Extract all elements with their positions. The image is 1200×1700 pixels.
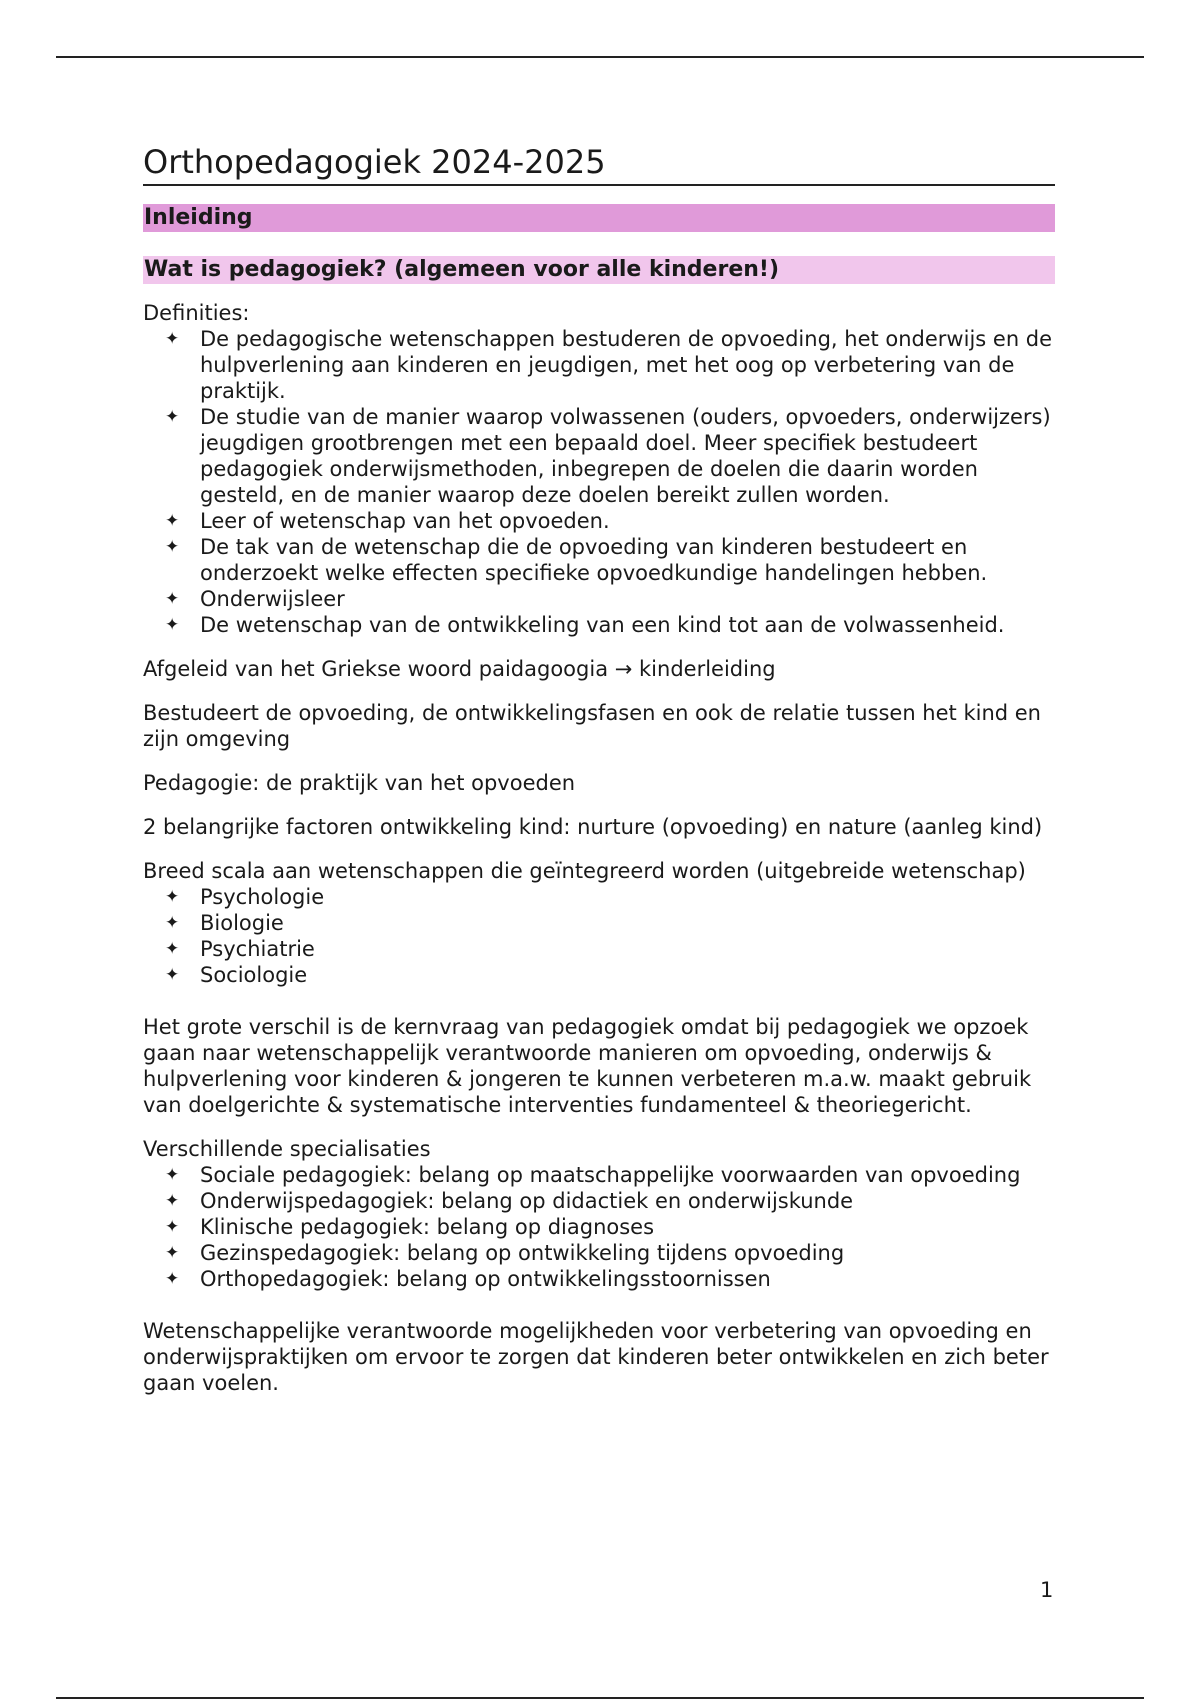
science-text: Sociologie xyxy=(200,963,308,987)
four-point-star-icon: ✦ xyxy=(165,407,180,427)
page-number: 1 xyxy=(1040,1578,1054,1602)
definition-text: De tak van de wetenschap die de opvoeding van kinderen bestudeert en onderzoekt welke effecten specifieke opvoedkundige handelingen hebben. xyxy=(200,535,988,585)
list-item xyxy=(143,1214,1055,1240)
list-item xyxy=(143,534,1055,586)
specialization-text: Gezinspedagogiek: belang op ontwikkeling tijdens opvoeding xyxy=(200,1241,845,1265)
page-bottom-rule xyxy=(56,1697,1144,1699)
list-item xyxy=(143,326,1055,404)
four-point-star-icon: ✦ xyxy=(165,913,180,933)
definition-text: Leer of wetenschap van het opvoeden. xyxy=(200,509,610,533)
derived-paragraph: Afgeleid van het Griekse woord paidagoogia → kinderleiding xyxy=(143,657,776,681)
specialization-text: Sociale pedagogiek: belang op maatschappelijke voorwaarden van opvoeding xyxy=(200,1163,1021,1187)
specialization-text: Orthopedagogiek: belang op ontwikkelingsstoornissen xyxy=(200,1267,771,1291)
list-item xyxy=(143,612,1055,638)
list-item xyxy=(143,936,1055,962)
definitions-label: Definities: xyxy=(143,301,250,325)
four-point-star-icon: ✦ xyxy=(165,537,180,557)
definition-text: De pedagogische wetenschappen bestuderen de opvoeding, het onderwijs en de hulpverlening aan kinderen en jeugdigen, met het oog op verbetering van de praktijk. xyxy=(200,327,1053,403)
science-text: Biologie xyxy=(200,911,284,935)
pedagogie-paragraph: Pedagogie: de praktijk van het opvoeden xyxy=(143,771,576,795)
four-point-star-icon: ✦ xyxy=(165,511,180,531)
page-top-rule xyxy=(56,56,1144,58)
section-heading: Inleiding xyxy=(143,204,1055,232)
page-content xyxy=(143,143,1055,1396)
four-point-star-icon: ✦ xyxy=(165,1165,180,1185)
science-text: Psychiatrie xyxy=(200,937,315,961)
list-item xyxy=(143,962,1055,988)
list-item xyxy=(143,404,1055,508)
broad-paragraph: Breed scala aan wetenschappen die geïntegreerd worden (uitgebreide wetenschap) xyxy=(143,859,1026,883)
document-title: Orthopedagogiek 2024-2025 xyxy=(143,143,1055,186)
list-item xyxy=(143,1188,1055,1214)
four-point-star-icon: ✦ xyxy=(165,939,180,959)
four-point-star-icon: ✦ xyxy=(165,1217,180,1237)
specializations-label: Verschillende specialisaties xyxy=(143,1137,431,1161)
list-item xyxy=(143,910,1055,936)
list-item xyxy=(143,1162,1055,1188)
definition-text: Onderwijsleer xyxy=(200,587,345,611)
list-item xyxy=(143,508,1055,534)
four-point-star-icon: ✦ xyxy=(165,1243,180,1263)
specialization-text: Klinische pedagogiek: belang op diagnoses xyxy=(200,1215,655,1239)
closing-paragraph: Wetenschappelijke verantwoorde mogelijkheden voor verbetering van opvoeding en onderwijspraktijken om ervoor te zorgen dat kinderen beter ontwikkelen en zich beter gaan voelen. xyxy=(143,1319,1049,1395)
list-item xyxy=(143,1266,1055,1292)
specializations-list xyxy=(143,1162,1055,1292)
list-item xyxy=(143,586,1055,612)
studies-paragraph: Bestudeert de opvoeding, de ontwikkelingsfasen en ook de relatie tussen het kind en zijn omgeving xyxy=(143,701,1041,751)
four-point-star-icon: ✦ xyxy=(165,589,180,609)
four-point-star-icon: ✦ xyxy=(165,615,180,635)
four-point-star-icon: ✦ xyxy=(165,1269,180,1289)
list-item xyxy=(143,1240,1055,1266)
subsection-heading: Wat is pedagogiek? (algemeen voor alle kinderen!) xyxy=(143,256,1055,284)
four-point-star-icon: ✦ xyxy=(165,1191,180,1211)
four-point-star-icon: ✦ xyxy=(165,965,180,985)
factors-paragraph: 2 belangrijke factoren ontwikkeling kind: nurture (opvoeding) en nature (aanleg kind) xyxy=(143,815,1043,839)
four-point-star-icon: ✦ xyxy=(165,887,180,907)
sciences-list xyxy=(143,884,1055,988)
definition-text: De wetenschap van de ontwikkeling van een kind tot aan de volwassenheid. xyxy=(200,613,1005,637)
difference-paragraph: Het grote verschil is de kernvraag van pedagogiek omdat bij pedagogiek we opzoek gaan naar wetenschappelijk verantwoorde manieren om opvoeding, onderwijs & hulpverlening voor kinderen & jongeren te kunnen verbeteren m.a.w. maakt gebruik van doelgerichte & systematische interventies fundamenteel & theoriegericht. xyxy=(143,1015,1032,1117)
definition-text: De studie van de manier waarop volwassenen (ouders, opvoeders, onderwijzers) jeugdigen grootbrengen met een bepaald doel. Meer specifiek bestudeert pedagogiek onderwijsmethoden, inbegrepen de doelen die daarin worden gesteld, en de manier waarop deze doelen bereikt zullen worden. xyxy=(200,405,1051,507)
science-text: Psychologie xyxy=(200,885,325,909)
specialization-text: Onderwijspedagogiek: belang op didactiek en onderwijskunde xyxy=(200,1189,854,1213)
definitions-list xyxy=(143,326,1055,638)
list-item xyxy=(143,884,1055,910)
four-point-star-icon: ✦ xyxy=(165,329,180,349)
